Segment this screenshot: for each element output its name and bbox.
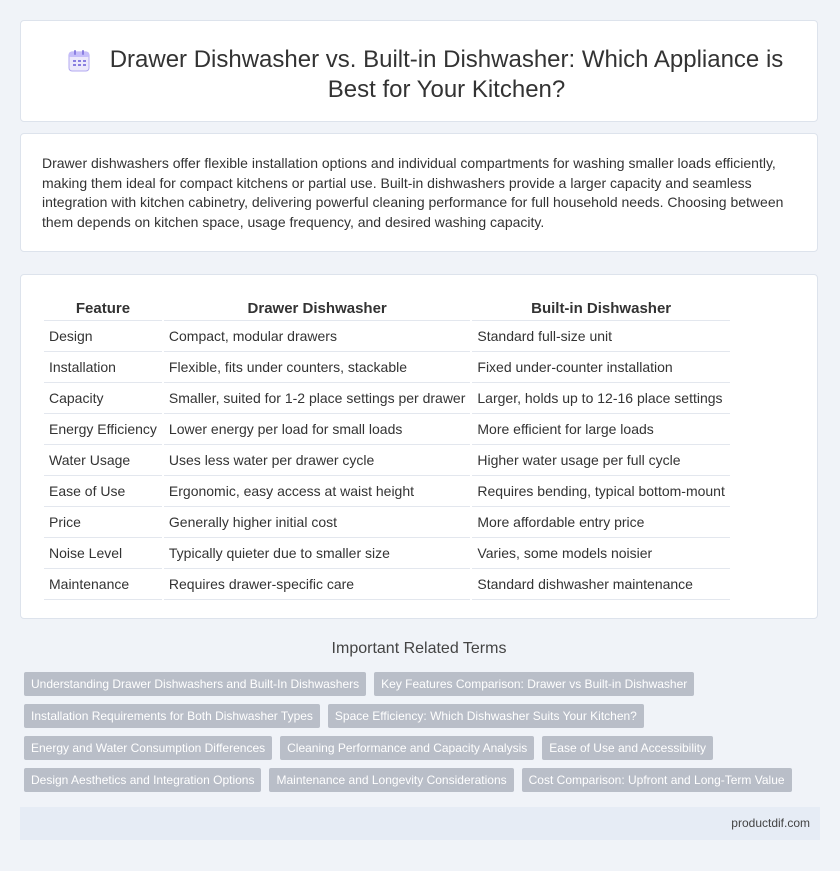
related-terms-title: Important Related Terms: [331, 640, 507, 657]
footer-site-link[interactable]: productdif.com: [731, 816, 810, 830]
built-in-cell: More affordable entry price: [472, 507, 729, 538]
drawer-cell: Lower energy per load for small loads: [164, 414, 470, 445]
table-row: [44, 445, 730, 476]
feature-cell: Design: [44, 321, 162, 352]
related-term-link[interactable]: Space Efficiency: Which Dishwasher Suits Your Kitchen?: [328, 704, 644, 728]
related-term-link[interactable]: Maintenance and Longevity Considerations: [269, 768, 513, 792]
tag-row: [24, 736, 814, 760]
built-in-cell: Higher water usage per full cycle: [472, 445, 729, 476]
built-in-cell: Standard dishwasher maintenance: [472, 569, 729, 600]
intro-card: [20, 133, 818, 252]
table-header-row: [44, 297, 730, 321]
related-term-link[interactable]: Design Aesthetics and Integration Options: [24, 768, 261, 792]
built-in-cell: More efficient for large loads: [472, 414, 729, 445]
feature-cell: Ease of Use: [44, 476, 162, 507]
related-term-link[interactable]: Cost Comparison: Upfront and Long-Term Value: [522, 768, 792, 792]
built-in-cell: Standard full-size unit: [472, 321, 729, 352]
page-title: Drawer Dishwasher vs. Built-in Dishwasher: Which Appliance is Best for Your Kitchen?: [109, 46, 784, 103]
drawer-cell: Compact, modular drawers: [164, 321, 470, 352]
feature-cell: Energy Efficiency: [44, 414, 162, 445]
table-row: [44, 321, 730, 352]
related-term-link[interactable]: Energy and Water Consumption Differences: [24, 736, 272, 760]
feature-cell: Maintenance: [44, 569, 162, 600]
related-term-link[interactable]: Installation Requirements for Both Dishwasher Types: [24, 704, 320, 728]
table-row: [44, 383, 730, 414]
feature-cell: Price: [44, 507, 162, 538]
header-feature: Feature: [44, 297, 162, 321]
drawer-cell: Generally higher initial cost: [164, 507, 470, 538]
footer: [20, 807, 820, 840]
related-term-link[interactable]: Key Features Comparison: Drawer vs Built-in Dishwasher: [374, 672, 694, 696]
drawer-cell: Uses less water per drawer cycle: [164, 445, 470, 476]
feature-cell: Water Usage: [44, 445, 162, 476]
table-row: [44, 507, 730, 538]
feature-cell: Capacity: [44, 383, 162, 414]
header-drawer-dishwasher: Drawer Dishwasher: [164, 297, 470, 321]
related-terms-list: [24, 672, 814, 800]
title-card: [20, 20, 818, 122]
drawer-cell: Typically quieter due to smaller size: [164, 538, 470, 569]
tag-row: [24, 768, 814, 792]
table-row: [44, 352, 730, 383]
drawer-cell: Flexible, fits under counters, stackable: [164, 352, 470, 383]
tag-row: [24, 704, 814, 728]
feature-cell: Noise Level: [44, 538, 162, 569]
built-in-cell: Fixed under-counter installation: [472, 352, 729, 383]
related-term-link[interactable]: Cleaning Performance and Capacity Analysis: [280, 736, 534, 760]
built-in-cell: Requires bending, typical bottom-mount: [472, 476, 729, 507]
table-row: [44, 538, 730, 569]
comparison-table: [42, 297, 732, 600]
drawer-cell: Requires drawer-specific care: [164, 569, 470, 600]
built-in-cell: Varies, some models noisier: [472, 538, 729, 569]
comparison-table-card: [20, 274, 818, 619]
built-in-cell: Larger, holds up to 12-16 place settings: [472, 383, 729, 414]
table-row: [44, 476, 730, 507]
related-term-link[interactable]: Understanding Drawer Dishwashers and Built-In Dishwashers: [24, 672, 366, 696]
header-built-in-dishwasher: Built-in Dishwasher: [472, 297, 729, 321]
feature-cell: Installation: [44, 352, 162, 383]
tag-row: [24, 672, 814, 696]
calendar-icon: [66, 48, 92, 74]
intro-paragraph: Drawer dishwashers offer flexible installation options and individual compartments for washing smaller loads efficiently, making them ideal for compact kitchens or partial use. Built-in dishwashers provide a larger capacity and seamless integration with kitchen cabinetry, delivering powerful cleaning performance for full household needs. Choosing between them depends on kitchen space, usage frequency, and desired washing capacity.: [42, 155, 784, 230]
table-row: [44, 414, 730, 445]
drawer-cell: Ergonomic, easy access at waist height: [164, 476, 470, 507]
related-term-link[interactable]: Ease of Use and Accessibility: [542, 736, 713, 760]
drawer-cell: Smaller, suited for 1-2 place settings per drawer: [164, 383, 470, 414]
table-row: [44, 569, 730, 600]
